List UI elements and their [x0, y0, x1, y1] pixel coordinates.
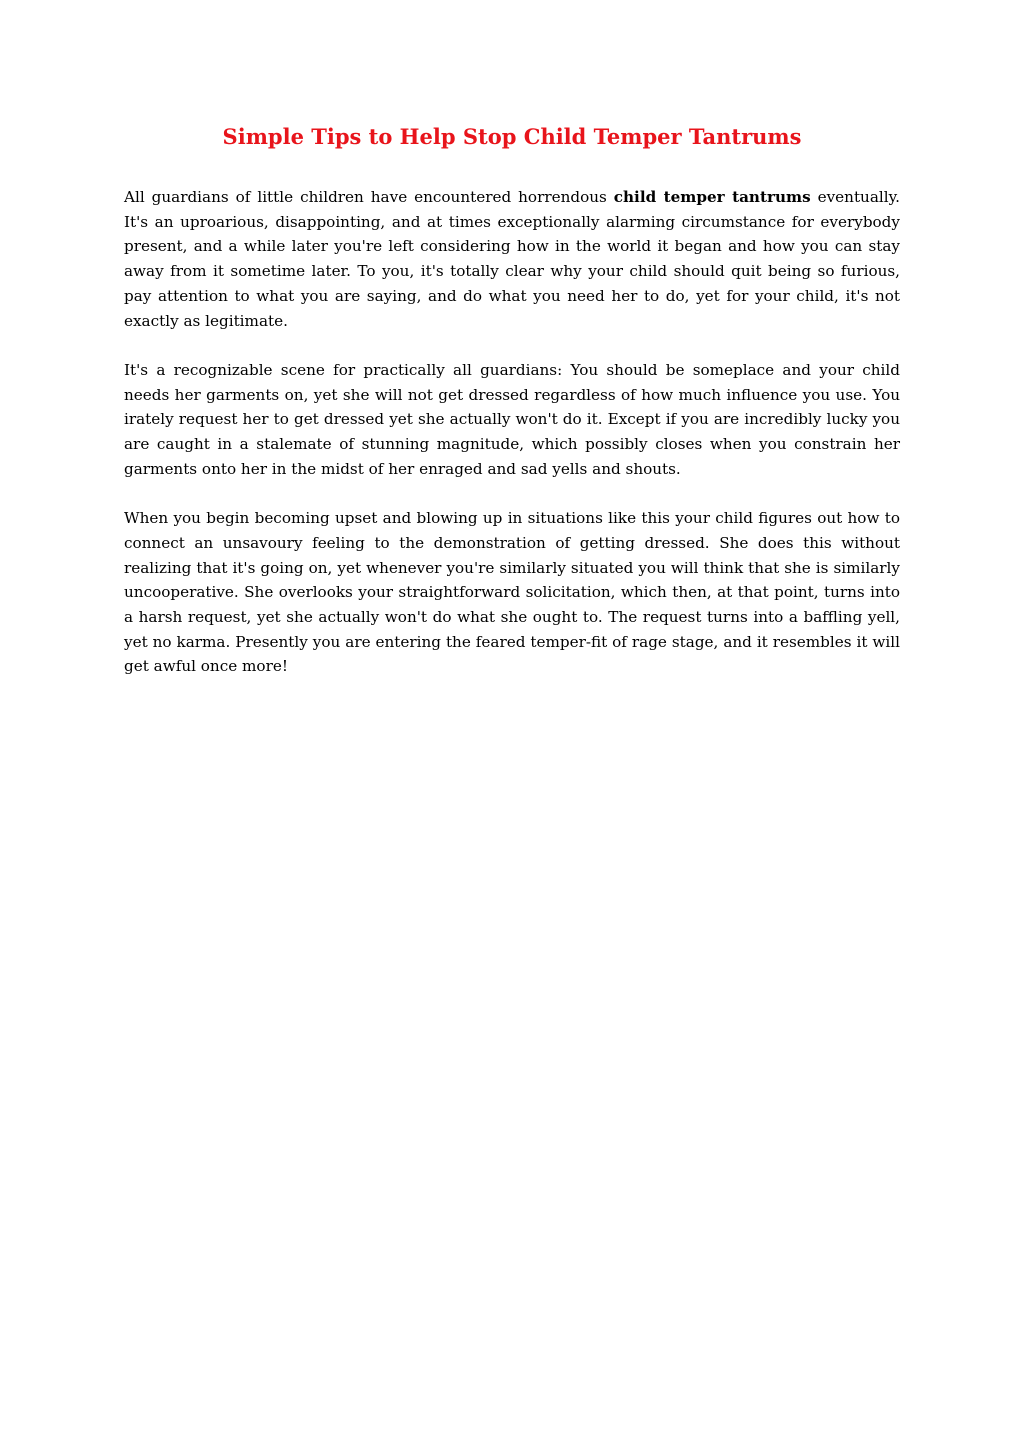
document-body — [124, 185, 900, 704]
keyword-child-temper-tantrums: child temper tantrums — [613, 188, 811, 206]
paragraph-2: It's a recognizable scene for practically all guardians: You should be someplace and your child needs her garments on, yet she will not get dressed regardless of how much influence you use. You irately request her to get dressed yet she actually won't do it. Except if you are incredibly lucky you are caught in a stalemate of stunning magnitude, which possibly closes when you constrain her garments onto her in the midst of her enraged and sad yells and shouts. — [124, 360, 900, 478]
paragraph-1-rest: eventually. It's an uproarious, disappointing, and at times exceptionally alarming circumstance for everybody present, and a while later you're left considering how in the world it began and how you can stay away from it sometime later. To you, it's totally clear why your child should quit being so furious, pay attention to what you are saying, and do what you need her to do, yet for your child, it's not exactly as legitimate. — [124, 188, 900, 330]
paragraph-3: When you begin becoming upset and blowing up in situations like this your child figures out how to connect an unsavoury feeling to the demonstration of getting dressed. She does this without realizing that it's going on, yet whenever you're similarly situated you will think that she is similarly uncooperative. She overlooks your straightforward solicitation, which then, at that point, turns into a harsh request, yet she actually won't do what she ought to. The request turns into a baffling yell, yet no karma. Presently you are entering the feared temper-fit of rage stage, and it resembles it will get awful once more! — [124, 509, 900, 676]
paragraph-1-lead: All guardians of little children have encountered horrendous — [124, 188, 614, 206]
document-title: Simple Tips to Help Stop Child Temper Tantrums — [222, 124, 802, 149]
paragraph-1 — [124, 185, 900, 333]
